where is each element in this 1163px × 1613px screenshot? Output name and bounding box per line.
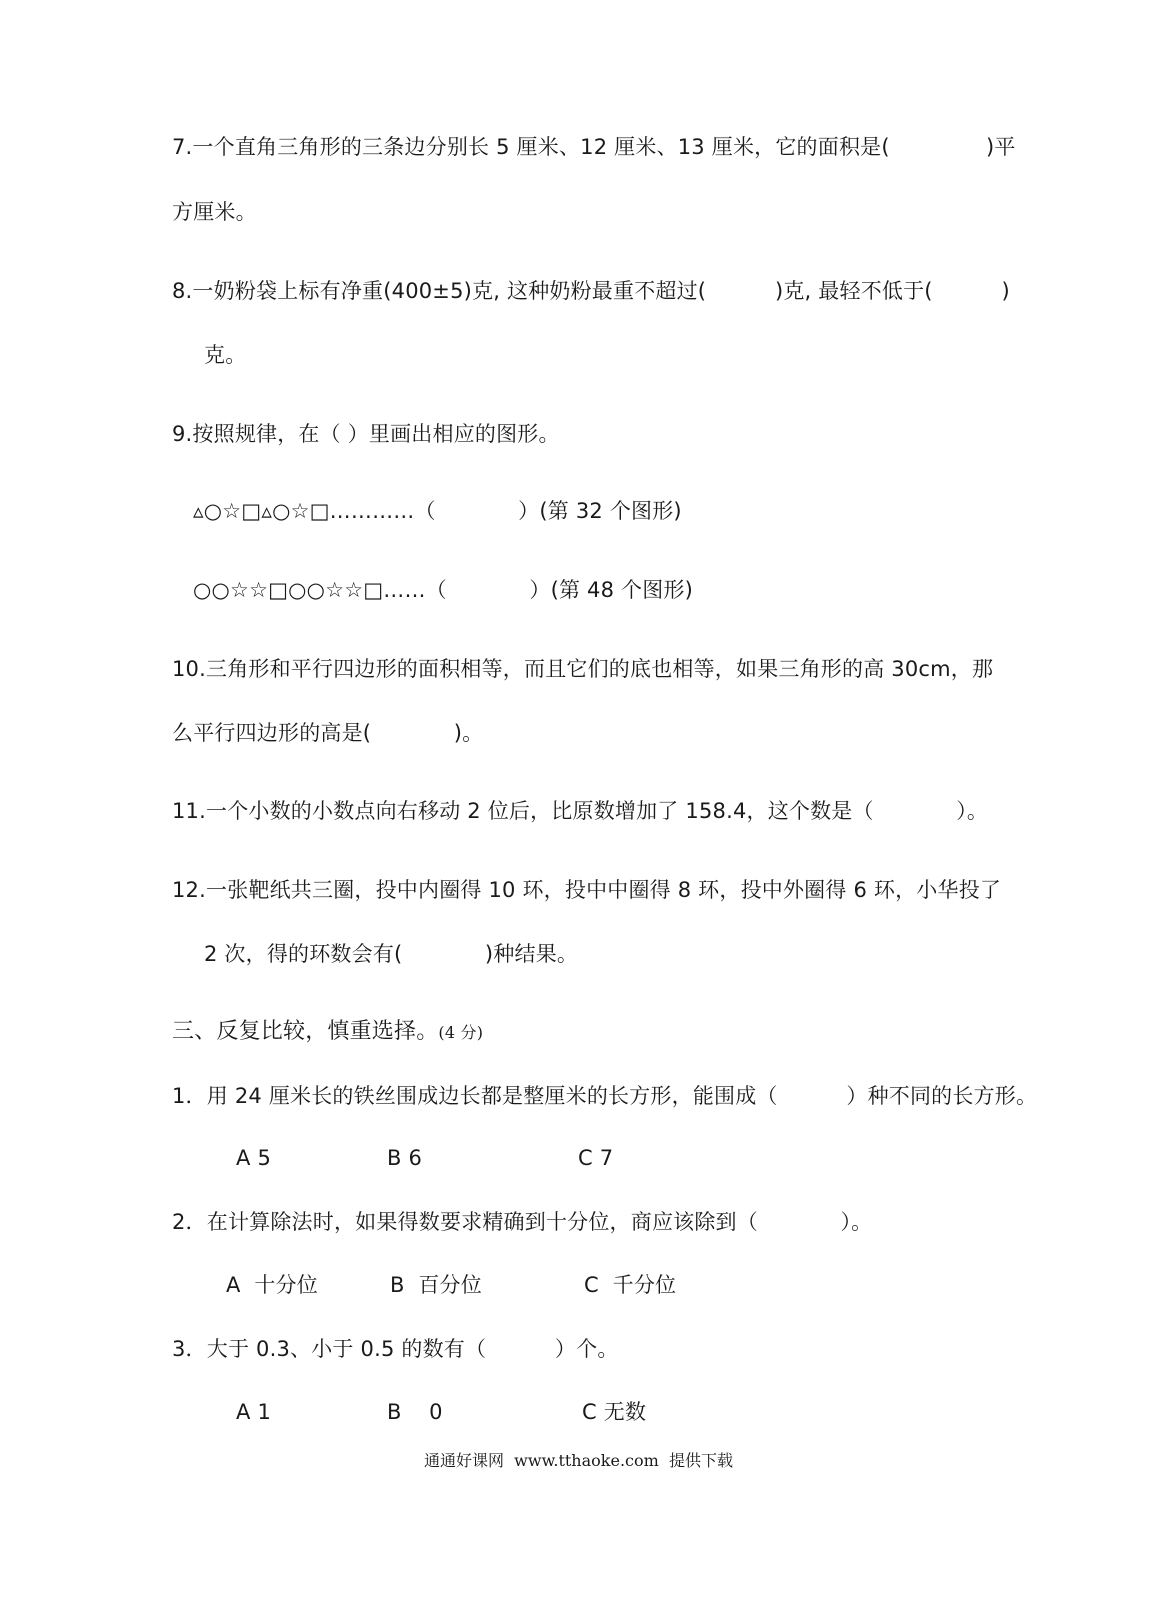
question-12-line-2: 2 次，得的环数会有( )种结果。 [204, 942, 579, 966]
question-10-line-1: 10.三角形和平行四边形的面积相等，而且它们的底也相等，如果三角形的高 30cm，那 [172, 657, 994, 681]
question-10-line-2: 么平行四边形的高是( )。 [172, 721, 484, 745]
section-3-title: 三、反复比较，慎重选择。 [172, 1019, 439, 1044]
choice-1-option-b: B 6 [387, 1146, 423, 1170]
question-9-sequence-2: ○○☆☆□○○☆☆□……（ ）(第 48 个图形) [193, 578, 694, 602]
choice-3-option-a: A 1 [236, 1400, 272, 1424]
choice-2-option-b: B 百分位 [390, 1273, 482, 1297]
question-7-line-2: 方厘米。 [172, 200, 257, 224]
choice-2-option-a: A 十分位 [226, 1273, 318, 1297]
choice-2-question: 2．在计算除法时，如果得数要求精确到十分位，商应该除到（ ）。 [172, 1210, 873, 1234]
question-8-line-2: 克。 [204, 343, 247, 367]
choice-1-option-c: C 7 [578, 1146, 614, 1170]
question-9-line-1: 9.按照规律，在（ ）里画出相应的图形。 [172, 422, 560, 446]
choice-2-option-c: C 千分位 [584, 1273, 677, 1297]
choice-1-option-a: A 5 [236, 1146, 272, 1170]
question-7-line-1: 7.一个直角三角形的三条边分别长 5 厘米、12 厘米、13 厘米，它的面积是( )平 [172, 135, 1016, 159]
question-8-line-1: 8.一奶粉袋上标有净重(400±5)克, 这种奶粉最重不超过( )克, 最轻不低于( ) [172, 279, 1010, 303]
section-3-score: (4 分) [438, 1023, 484, 1042]
section-3-heading [172, 1018, 483, 1047]
choice-3-question: 3．大于 0.3、小于 0.5 的数有（ ）个。 [172, 1337, 619, 1361]
question-11-line-1: 11.一个小数的小数点向右移动 2 位后，比原数增加了 158.4，这个数是（ ）。 [172, 799, 989, 823]
choice-3-option-b: B 0 [387, 1400, 443, 1424]
question-12-line-1: 12.一张靶纸共三圈，投中内圈得 10 环，投中中圈得 8 环，投中外圈得 6 环，小华投了 [172, 878, 1002, 902]
question-9-sequence-1: ▵○☆□▵○☆□…………（ ）(第 32 个图形) [193, 499, 682, 523]
choice-3-option-c: C 无数 [582, 1400, 647, 1424]
choice-1-question: 1．用 24 厘米长的铁丝围成边长都是整厘米的长方形，能围成（ ）种不同的长方形。 [172, 1084, 1038, 1108]
page-footer: 通通好课网 www.tthaoke.com 提供下载 [424, 1451, 733, 1470]
